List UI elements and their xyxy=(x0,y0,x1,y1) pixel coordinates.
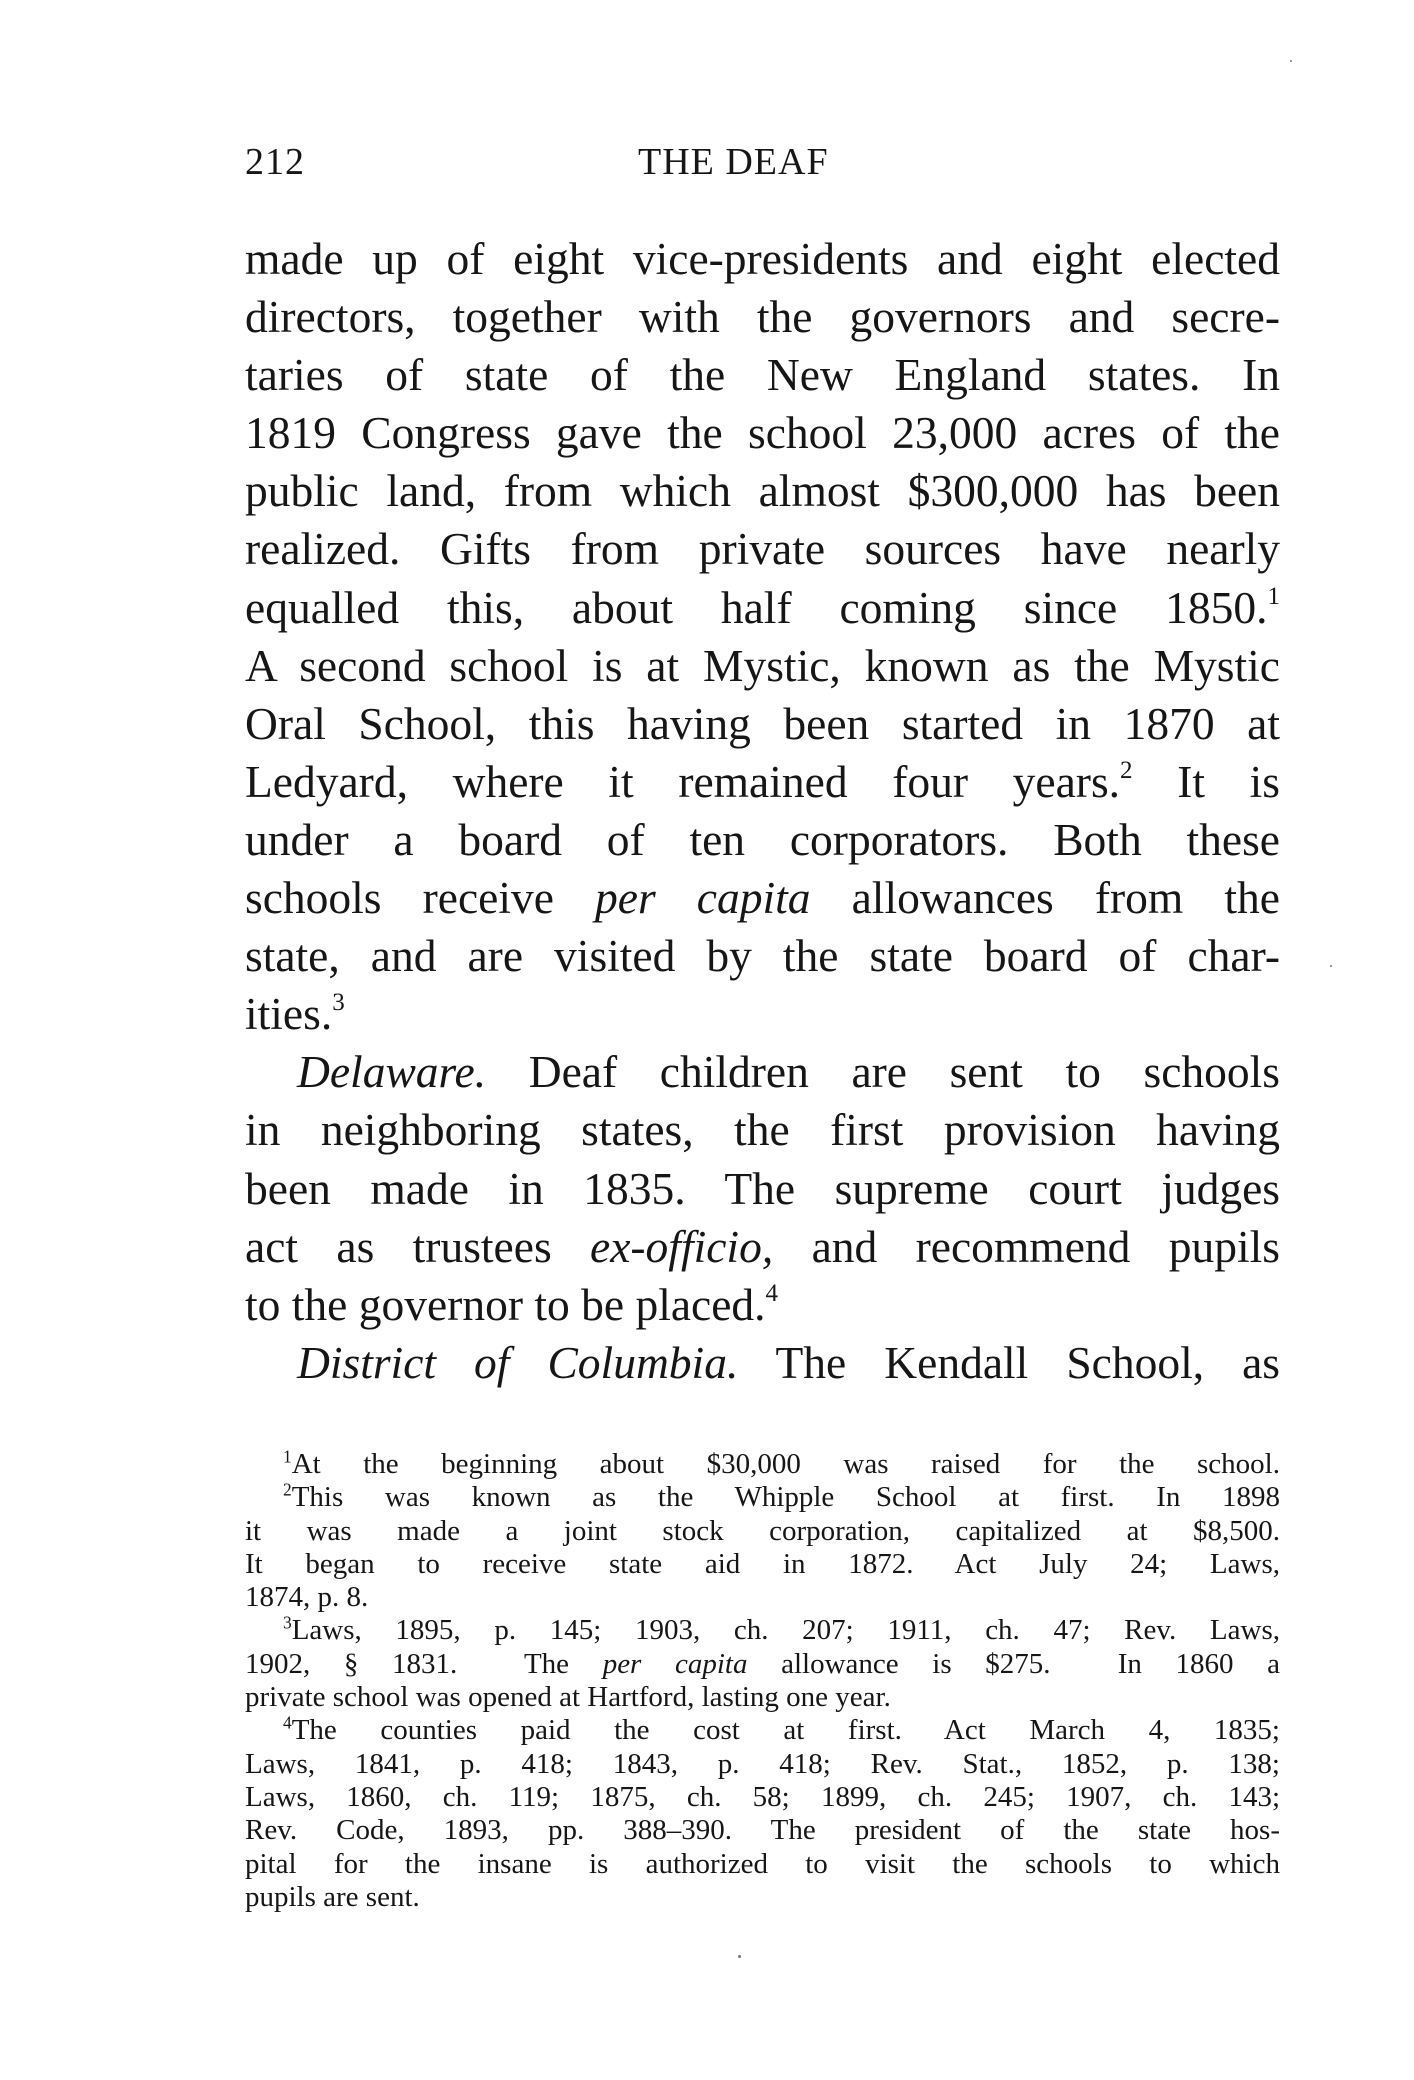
body-line-text: The Kendall School, as xyxy=(738,1336,1280,1388)
scan-speck xyxy=(738,1955,741,1958)
footnote-line xyxy=(245,1448,1280,1481)
body-line: directors, together with the governors and secre- xyxy=(245,291,1280,343)
footnote-mark: 2 xyxy=(283,1479,292,1500)
footnote-text: Laws, 1895, p. 145; 1903, ch. 207; 1911, ch. 47; Rev. Laws, xyxy=(291,1614,1280,1647)
footnote-text: At the beginning about $30,000 was raised for the school. xyxy=(291,1448,1280,1480)
body-line-text: act as trustees xyxy=(245,1220,591,1272)
footnote-line xyxy=(245,1614,1280,1647)
footnote-line: It began to receive state aid in 1872. Act July 24; Laws, xyxy=(245,1547,1280,1580)
body-line xyxy=(245,1043,1280,1101)
italic-phrase: ex-officio, xyxy=(590,1220,774,1272)
footnote-line: private school was opened at Hartford, lasting one year. xyxy=(245,1681,891,1714)
footnote-text: allowance is $275. In 1860 a xyxy=(747,1647,1281,1680)
body-line-text: equalled this, about half coming since 1850. xyxy=(245,581,1268,633)
footnote-text: This was known as the Whipple School at first. In 1898 xyxy=(291,1481,1280,1514)
section-heading: Delaware. xyxy=(297,1046,487,1098)
section-heading: District of Columbia. xyxy=(297,1336,739,1388)
body-line: in neighboring states, the first provision having xyxy=(245,1104,1280,1156)
body-line-text: It is xyxy=(1132,755,1280,807)
footnote-line: pital for the insane is authorized to visit the schools to which xyxy=(245,1847,1280,1880)
body-line: been made in 1835. The supreme court judges xyxy=(245,1162,1280,1214)
footnote-line: Laws, 1841, p. 418; 1843, p. 418; Rev. Stat., 1852, p. 138; xyxy=(245,1747,1280,1780)
footnote-line xyxy=(245,1648,1280,1681)
footnote-ref: 2 xyxy=(1120,757,1133,785)
footnote-mark: 4 xyxy=(283,1712,292,1733)
body-line xyxy=(245,1276,1280,1334)
body-line xyxy=(245,1218,1280,1276)
footnote-line xyxy=(245,1714,1280,1747)
footnote-line xyxy=(245,1481,1280,1514)
body-line-text: and recommend pupils xyxy=(773,1220,1280,1272)
running-title: THE DEAF xyxy=(638,141,829,183)
body-text xyxy=(245,230,1280,1392)
footnote-line: Laws, 1860, ch. 119; 1875, ch. 58; 1899, ch. 245; 1907, ch. 143; xyxy=(245,1780,1280,1813)
footnote-line: 1874, p. 8. xyxy=(245,1581,369,1614)
body-line: state, and are visited by the state board of char- xyxy=(245,930,1280,982)
scan-speck xyxy=(1330,965,1332,967)
body-line xyxy=(245,985,1280,1043)
footnotes xyxy=(245,1448,1280,1914)
body-line xyxy=(245,869,1280,927)
scan-speck xyxy=(1290,60,1292,62)
body-line: taries of state of the New England states. In xyxy=(245,349,1280,401)
footnote-line: Rev. Code, 1893, pp. 388–390. The president of the state hos- xyxy=(245,1814,1280,1847)
body-line: made up of eight vice-presidents and eight elected xyxy=(245,233,1280,284)
body-line: Oral School, this having been started in 1870 at xyxy=(245,697,1280,749)
body-line xyxy=(245,1334,1280,1392)
body-line-text: schools receive xyxy=(245,872,596,924)
body-line xyxy=(245,753,1280,811)
footnote-line: it was made a joint stock corporation, capitalized at $8,500. xyxy=(245,1514,1280,1547)
footnote-ref: 4 xyxy=(765,1279,779,1307)
body-line-text: allowances from the xyxy=(810,872,1280,924)
footnote-line: pupils are sent. xyxy=(245,1880,420,1913)
body-line: under a board of ten corporators. Both these xyxy=(245,813,1280,865)
body-line: realized. Gifts from private sources have nearly xyxy=(245,523,1280,575)
page-number: 212 xyxy=(245,141,305,183)
footnote-mark: 1 xyxy=(283,1446,292,1467)
body-line-text: Ledyard, where it remained four years. xyxy=(245,755,1121,807)
footnote-text: 1902, § 1831. The xyxy=(245,1647,603,1680)
body-line: A second school is at Mystic, known as the Mystic xyxy=(245,639,1280,691)
footnote-mark: 3 xyxy=(283,1613,292,1634)
running-head xyxy=(245,140,1280,190)
footnote-text: The counties paid the cost at first. Act March 4, 1835; xyxy=(291,1714,1280,1747)
body-line xyxy=(245,579,1280,637)
body-line-text: ities. xyxy=(245,988,333,1040)
body-line-text: Deaf children are sent to schools xyxy=(486,1046,1280,1098)
footnote-ref: 1 xyxy=(1267,582,1280,610)
italic-phrase: per capita xyxy=(602,1647,748,1680)
body-line: 1819 Congress gave the school 23,000 acres of the xyxy=(245,407,1280,459)
body-line: public land, from which almost $300,000 has been xyxy=(245,465,1280,517)
body-line-text: to the governor to be placed. xyxy=(245,1278,766,1330)
italic-phrase: per capita xyxy=(595,872,811,924)
footnote-ref: 3 xyxy=(332,989,345,1017)
